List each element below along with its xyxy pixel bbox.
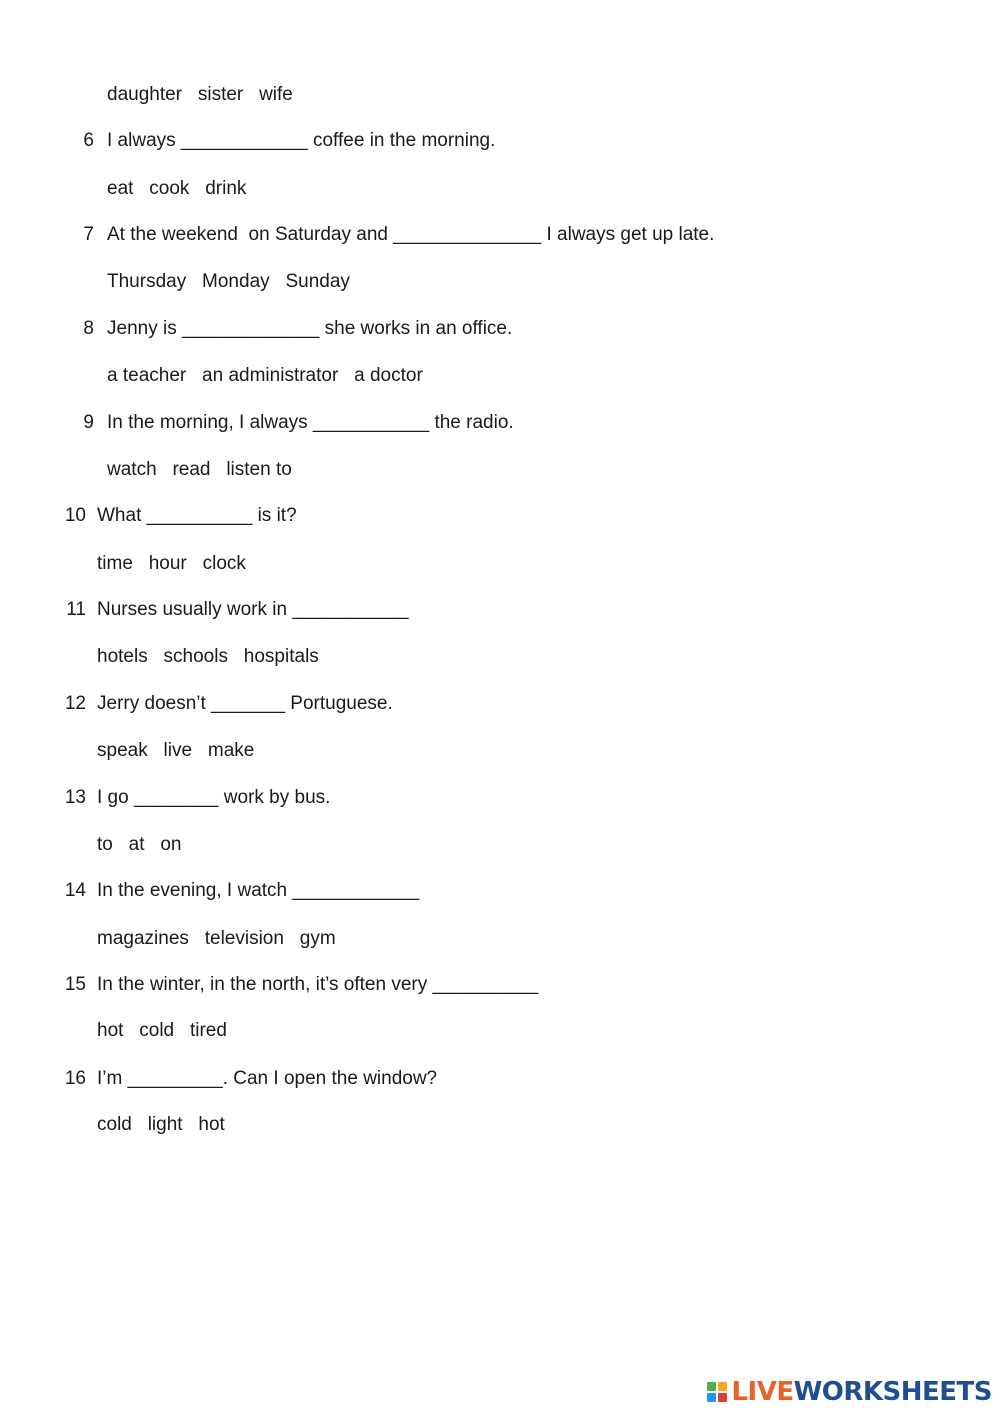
- options-line: watch read listen to: [107, 459, 292, 480]
- question-text: Nurses usually work in ___________: [97, 599, 409, 620]
- liveworksheets-brand: [707, 1377, 992, 1407]
- question-number: 6: [83, 130, 94, 151]
- question-number: 13: [64, 787, 86, 808]
- options-line: speak live make: [97, 740, 255, 761]
- options-line: hotels schools hospitals: [97, 646, 319, 667]
- options-line: Thursday Monday Sunday: [107, 271, 350, 292]
- question-text: What __________ is it?: [97, 505, 297, 526]
- logo-square-green: [707, 1382, 716, 1391]
- logo-square-blue: [707, 1393, 716, 1402]
- options-line: time hour clock: [97, 553, 246, 574]
- question-number: 8: [83, 318, 94, 339]
- brand-wordmark: [731, 1377, 992, 1407]
- question-number: 16: [64, 1068, 86, 1089]
- question-number: 11: [66, 599, 86, 620]
- brand-suffix: WORKSHEETS: [793, 1377, 992, 1407]
- options-line: a teacher an administrator a doctor: [107, 365, 423, 386]
- question-text: Jerry doesn’t _______ Portuguese.: [97, 693, 393, 714]
- question-text: I’m _________. Can I open the window?: [97, 1068, 438, 1089]
- question-number: 12: [64, 693, 86, 714]
- question-number: 10: [64, 505, 86, 526]
- question-number: 14: [64, 880, 86, 901]
- question-text: Jenny is _____________ she works in an office.: [107, 318, 513, 339]
- logo-square-orange: [718, 1382, 727, 1391]
- options-line: magazines television gym: [97, 928, 336, 949]
- liveworksheets-logo-icon: [707, 1382, 727, 1402]
- options-line: eat cook drink: [107, 178, 247, 199]
- question-number: 9: [83, 412, 94, 433]
- options-line: hot cold tired: [97, 1020, 227, 1041]
- brand-prefix: LIVE: [731, 1377, 794, 1407]
- question-text: At the weekend on Saturday and ______________ I always get up late.: [107, 224, 715, 245]
- options-line: to at on: [97, 834, 182, 855]
- options-line-5: daughter sister wife: [107, 84, 293, 105]
- question-number: 7: [83, 224, 94, 245]
- question-text: In the morning, I always ___________ the radio.: [107, 412, 514, 433]
- question-text: In the winter, in the north, it’s often very __________: [97, 974, 539, 995]
- question-number: 15: [64, 974, 86, 995]
- question-text: In the evening, I watch ____________: [97, 880, 420, 901]
- question-text: I go ________ work by bus.: [97, 787, 331, 808]
- question-text: I always ____________ coffee in the morning.: [107, 130, 496, 151]
- options-line: cold light hot: [97, 1114, 225, 1135]
- logo-square-red: [718, 1393, 727, 1402]
